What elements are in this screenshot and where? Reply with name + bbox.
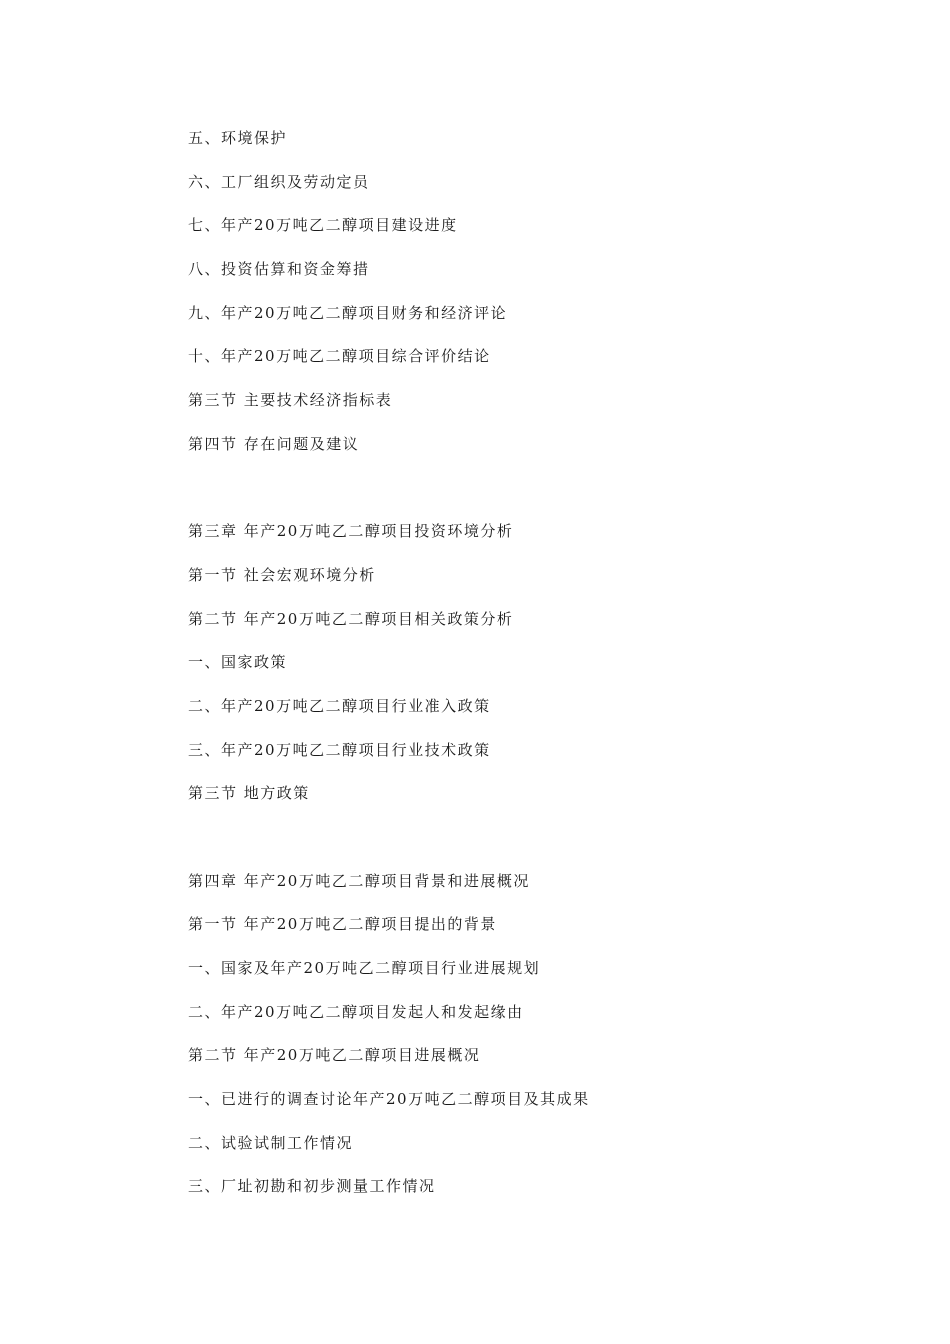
toc-chapter-4-heading: 第四章 年产20万吨乙二醇项目背景和进展概况 — [188, 872, 530, 890]
toc-entry-local-policy: 第三节 地方政策 — [188, 784, 310, 802]
toc-chapter-3-heading: 第三章 年产20万吨乙二醇项目投资环境分析 — [188, 522, 514, 540]
toc-entry-site-survey: 三、厂址初勘和初步测量工作情况 — [188, 1177, 436, 1195]
toc-entry-project-background: 第一节 年产20万吨乙二醇项目提出的背景 — [188, 915, 497, 933]
toc-entry-environment-protection: 五、环境保护 — [188, 129, 288, 147]
toc-entry-national-policy: 一、国家政策 — [188, 653, 288, 671]
toc-entry-research-results: 一、已进行的调查讨论年产20万吨乙二醇项目及其成果 — [188, 1090, 590, 1108]
toc-entry-factory-organization: 六、工厂组织及劳动定员 — [188, 173, 370, 191]
toc-entry-section-problems: 第四节 存在问题及建议 — [188, 435, 360, 453]
toc-entry-policy-analysis: 第二节 年产20万吨乙二醇项目相关政策分析 — [188, 610, 514, 628]
toc-entry-access-policy: 二、年产20万吨乙二醇项目行业准入政策 — [188, 697, 491, 715]
toc-entry-comprehensive-conclusion: 十、年产20万吨乙二醇项目综合评价结论 — [188, 347, 491, 365]
toc-entry-financial-evaluation: 九、年产20万吨乙二醇项目财务和经济评论 — [188, 304, 508, 322]
toc-entry-progress-overview: 第二节 年产20万吨乙二醇项目进展概况 — [188, 1046, 481, 1064]
toc-entry-trial-production: 二、试验试制工作情况 — [188, 1134, 354, 1152]
toc-entry-technology-policy: 三、年产20万吨乙二醇项目行业技术政策 — [188, 741, 491, 759]
toc-entry-construction-schedule: 七、年产20万吨乙二醇项目建设进度 — [188, 216, 458, 234]
toc-entry-initiators: 二、年产20万吨乙二醇项目发起人和发起缘由 — [188, 1003, 524, 1021]
toc-entry-macro-environment: 第一节 社会宏观环境分析 — [188, 566, 376, 584]
toc-entry-industry-plan: 一、国家及年产20万吨乙二醇项目行业进展规划 — [188, 959, 541, 977]
toc-entry-investment-estimate: 八、投资估算和资金筹措 — [188, 260, 370, 278]
toc-entry-section-indicators: 第三节 主要技术经济指标表 — [188, 391, 393, 409]
